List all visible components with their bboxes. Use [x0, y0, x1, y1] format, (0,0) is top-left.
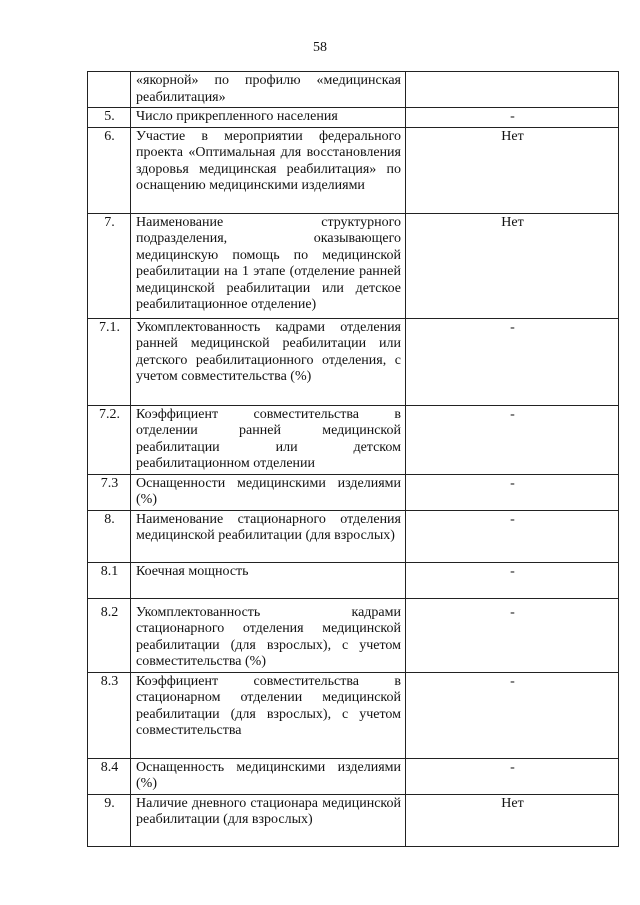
table-row [88, 794, 619, 846]
row-name: Оснащенности медицинскими изделиями (%) [131, 474, 406, 510]
row-value: - [406, 474, 619, 510]
row-value: - [406, 672, 619, 758]
table-row [88, 598, 619, 672]
row-number: 8.1 [88, 562, 131, 598]
row-name: Коэффициент совместительства в отделении ранней медицинской реабилитации или детском реабилитационном отделении [131, 405, 406, 474]
row-number: 7. [88, 213, 131, 318]
row-value: - [406, 405, 619, 474]
table-row [88, 672, 619, 758]
row-number: 8.4 [88, 758, 131, 794]
row-name: Оснащенность медицинскими изделиями (%) [131, 758, 406, 794]
row-value: Нет [406, 127, 619, 213]
row-number: 8.2 [88, 598, 131, 672]
row-value: - [406, 318, 619, 405]
indicators-table [87, 71, 619, 847]
row-number [88, 72, 131, 108]
row-name: Укомплектованность кадрами отделения ранней медицинской реабилитации или детского реабилитационного отделения, с учетом совместительства (%) [131, 318, 406, 405]
table-row [88, 127, 619, 213]
row-value: Нет [406, 794, 619, 846]
row-value: - [406, 562, 619, 598]
table-row [88, 318, 619, 405]
row-name: Укомплектованность кадрами стационарного отделения медицинской реабилитации (для взрослых), с учетом совместительства (%) [131, 598, 406, 672]
row-value [406, 72, 619, 108]
row-name: Наличие дневного стационара медицинской реабилитации (для взрослых) [131, 794, 406, 846]
row-number: 7.2. [88, 405, 131, 474]
row-name: Наименование структурного подразделения, оказывающего медицинскую помощь по медицинской реабилитации на 1 этапе (отделение ранней медицинской реабилитации или детское реабилитационное отделение) [131, 213, 406, 318]
table-row [88, 405, 619, 474]
row-value: - [406, 598, 619, 672]
row-value: - [406, 758, 619, 794]
row-number: 6. [88, 127, 131, 213]
row-name: Участие в мероприятии федерального проекта «Оптимальная для восстановления здоровья медицинская реабилитация» по оснащению медицинскими изделиями [131, 127, 406, 213]
row-number: 7.3 [88, 474, 131, 510]
table-row [88, 562, 619, 598]
table-row [88, 108, 619, 128]
table-row [88, 72, 619, 108]
table-row [88, 510, 619, 562]
table-row [88, 758, 619, 794]
row-name: Наименование стационарного отделения медицинской реабилитации (для взрослых) [131, 510, 406, 562]
row-name: Число прикрепленного населения [131, 108, 406, 128]
row-name: «якорной» по профилю «медицинская реабилитация» [131, 72, 406, 108]
row-number: 8.3 [88, 672, 131, 758]
row-name: Коэффициент совместительства в стационарном отделении медицинской реабилитации (для взрослых), с учетом совместительства [131, 672, 406, 758]
row-value: - [406, 510, 619, 562]
row-value: - [406, 108, 619, 128]
row-name: Коечная мощность [131, 562, 406, 598]
row-number: 5. [88, 108, 131, 128]
row-number: 8. [88, 510, 131, 562]
row-value: Нет [406, 213, 619, 318]
row-number: 9. [88, 794, 131, 846]
page-number: 58 [313, 40, 327, 55]
table-row [88, 213, 619, 318]
table-row [88, 474, 619, 510]
row-number: 7.1. [88, 318, 131, 405]
